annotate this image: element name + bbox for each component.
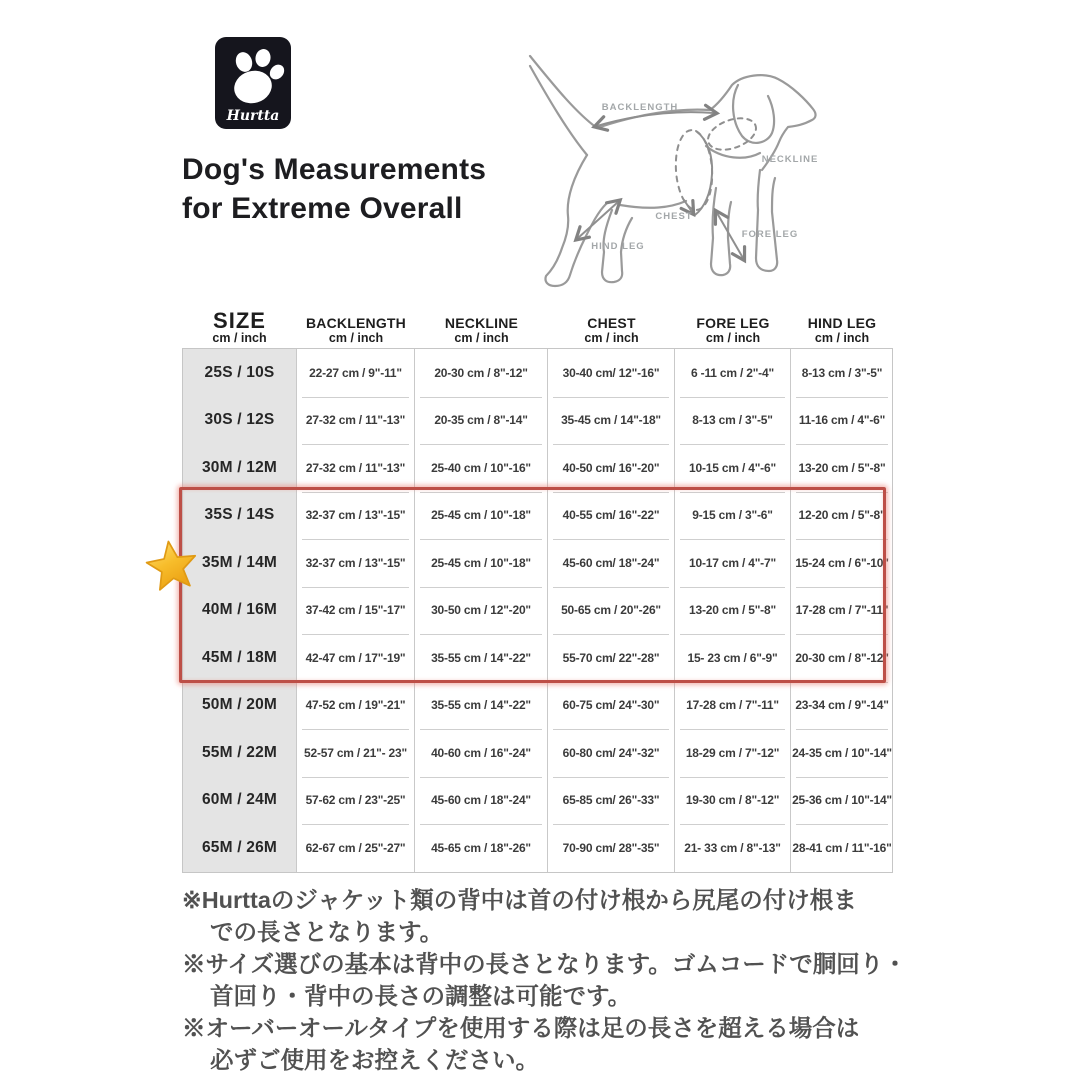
foreleg-label: FORE LEG [741,229,799,240]
chest-cell: 35-45 cm / 14"-18" [548,397,675,445]
header-foreleg: FORE LEG cm / inch [696,315,770,345]
table-row [183,397,892,445]
neckline-cell: 25-40 cm / 10"-16" [415,444,548,492]
foreleg-cell: 10-17 cm / 4"-7" [675,539,791,587]
size-cell: 25S / 10S [183,349,297,397]
header-chest: CHEST cm / inch [584,315,639,345]
chest-cell: 60-75 cm/ 24"-30" [548,682,675,730]
hindleg-cell: 28-41 cm / 11"-16" [792,840,892,855]
foreleg-cell: 17-28 cm / 7"-11" [675,682,791,730]
chest-cell: 70-90 cm/ 28"-35" [548,824,675,872]
hindleg-cell: 17-28 cm / 7"-11" [791,587,893,635]
logo-wordmark: Hurtta [226,108,280,124]
hindleg-cell: 25-36 cm / 10"-14" [791,777,893,825]
backlength-cell: 42-47 cm / 17"-19" [297,634,415,682]
header-backlength: BACKLENGTH cm / inch [306,315,406,345]
hindleg-arrow [578,202,618,238]
backlength-cell: 32-37 cm / 13"-15" [297,492,415,540]
hindleg-cell: 24-35 cm / 10"-14" [791,729,893,777]
chest-girth-ellipse [673,129,714,211]
star-icon [144,538,200,594]
size-cell: 30S / 12S [183,397,297,445]
foreleg-cell: 8-13 cm / 3"-5" [675,397,791,445]
neckline-cell: 45-65 cm / 18"-26" [415,824,548,872]
foreleg-cell: 19-30 cm / 8"-12" [675,777,791,825]
size-cell: 30M / 12M [183,444,297,492]
size-cell: 60M / 24M [183,777,297,825]
chest-cell: 45-60 cm/ 18"-24" [548,539,675,587]
backlength-cell: 37-42 cm / 15"-17" [297,587,415,635]
chest-cell: 55-70 cm/ 22"-28" [548,634,675,682]
foreleg-cell: 6 -11 cm / 2"-4" [675,349,791,397]
size-cell: 50M / 20M [183,682,297,730]
hindleg-cell: 12-20 cm / 5"-8" [791,492,893,540]
foreleg-cell: 9-15 cm / 3"-6" [675,492,791,540]
note-overall-caution: ※オーバーオールタイプを使用する際は足の長さを超える場合は 必ずご使用をお控えください。 [182,1015,860,1073]
backlength-cell: 52-57 cm / 21"- 23" [297,729,415,777]
hindleg-cell: 11-16 cm / 4"-6" [791,397,893,445]
neckline-cell: 35-55 cm / 14"-22" [415,682,548,730]
page-title-line1: Dog's Measurements [182,153,487,186]
hindleg-cell: 23-34 cm / 9"-14" [791,682,893,730]
neckline-cell: 20-35 cm / 8"-14" [415,397,548,445]
chest-cell: 60-80 cm/ 24"-32" [548,729,675,777]
foreleg-cell: 21- 33 cm / 8"-13" [675,824,791,872]
chest-cell: 40-50 cm/ 16"-20" [548,444,675,492]
size-cell: 45M / 18M [183,634,297,682]
neckline-cell: 25-45 cm / 10"-18" [415,492,548,540]
size-cell: 40M / 16M [183,587,297,635]
backlength-arrow [597,112,714,126]
backlength-cell: 57-62 cm / 23"-25" [297,777,415,825]
page-title-line2: for Extreme Overall [182,192,463,225]
notes [182,884,932,1076]
chest-cell: 30-40 cm/ 12"-16" [548,349,675,397]
size-cell: 65M / 26M [183,824,297,872]
backlength-cell: 47-52 cm / 19"-21" [297,682,415,730]
size-cell: 35M / 14M [183,539,297,587]
neckline-cell: 40-60 cm / 16"-24" [415,729,548,777]
chest-cell: 65-85 cm/ 26"-33" [548,777,675,825]
size-cell: 55M / 22M [183,729,297,777]
dog-outline [530,56,816,286]
hindleg-cell: 13-20 cm / 5"-8" [791,444,893,492]
backlength-cell: 27-32 cm / 11"-13" [297,397,415,445]
chest-cell: 40-55 cm/ 16"-22" [548,492,675,540]
hindleg-cell: 20-30 cm / 8"-12" [791,634,893,682]
foreleg-cell: 13-20 cm / 5"-8" [675,587,791,635]
chest-cell: 50-65 cm / 20"-26" [548,587,675,635]
table-header-row [182,302,893,348]
backlength-cell: 62-67 cm / 25"-27" [297,824,415,872]
neckline-cell: 20-30 cm / 8"-12" [415,349,548,397]
foreleg-cell: 10-15 cm / 4"-6" [675,444,791,492]
neckline-cell: 30-50 cm / 12"-20" [415,587,548,635]
note-backlength-definition: ※Hurttaのジャケット類の背中は首の付け根から尻尾の付け根ま での長さとなります。 [182,887,857,945]
highlight-box [179,487,886,683]
table-row [183,349,892,397]
hindleg-cell: 15-24 cm / 6"-10" [791,539,893,587]
chest-label: CHEST [655,211,693,222]
backlength-label: BACKLENGTH [601,102,679,113]
header-size: SIZE cm / inch [212,308,267,345]
header-hindleg: HIND LEG cm / inch [807,315,877,345]
size-cell: 35S / 14S [183,492,297,540]
page-title [182,150,486,228]
neckline-cell: 25-45 cm / 10"-18" [415,539,548,587]
backlength-cell: 22-27 cm / 9"-11" [297,349,415,397]
table-row [183,824,892,872]
header-neckline: NECKLINE cm / inch [444,315,519,345]
neckline-cell: 35-55 cm / 14"-22" [415,634,548,682]
backlength-cell: 32-37 cm / 13"-15" [297,539,415,587]
table-row [183,444,892,492]
note-size-selection: ※サイズ選びの基本は背中の長さとなります。ゴムコードで胴回り・ 首回り・背中の長さの調整は可能です。 [182,951,907,1009]
neckline-label: NECKLINE [761,154,819,165]
foreleg-cell: 15- 23 cm / 6"-9" [675,634,791,682]
table-row [183,729,892,777]
dog-measurement-diagram [520,38,908,292]
hindleg-label: HIND LEG [591,241,645,252]
hindleg-cell: 8-13 cm / 3"-5" [791,349,893,397]
hurtta-paw-logo-icon [214,36,292,130]
table-row [183,682,892,730]
neckline-cell: 45-60 cm / 18"-24" [415,777,548,825]
foreleg-cell: 18-29 cm / 7"-12" [675,729,791,777]
backlength-cell: 27-32 cm / 11"-13" [297,444,415,492]
table-row [183,777,892,825]
